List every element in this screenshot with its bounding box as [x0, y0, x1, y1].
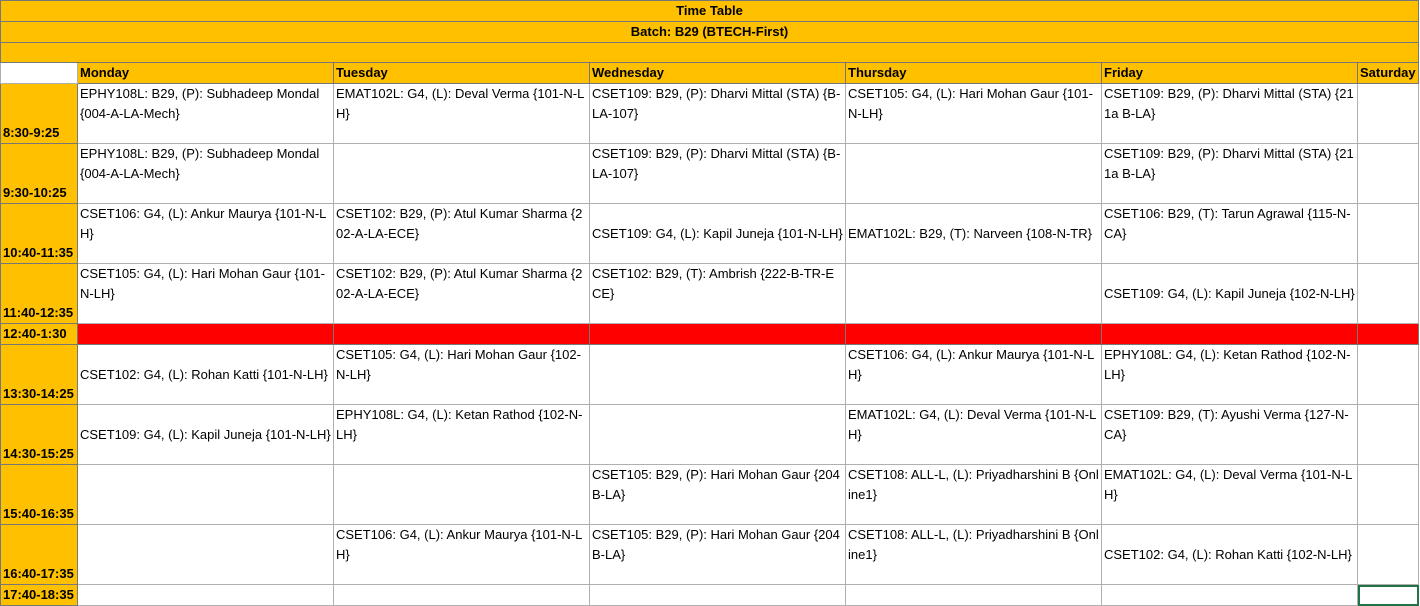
time-cell[interactable]: 9:30-10:25: [1, 144, 78, 204]
class-cell[interactable]: CSET109: B29, (P): Dharvi Mittal (STA) {B-LA-107}: [590, 84, 846, 144]
slot-row: [1, 465, 1419, 525]
lunch-break-cell[interactable]: [334, 324, 590, 345]
lunch-break-cell[interactable]: [1358, 324, 1419, 345]
class-cell[interactable]: CSET102: G4, (L): Rohan Katti {101-N-LH}: [78, 345, 334, 405]
class-cell[interactable]: CSET108: ALL-L, (L): Priyadharshini B {Online1}: [846, 525, 1102, 585]
class-cell[interactable]: CSET109: B29, (P): Dharvi Mittal (STA) {211a B-LA}: [1102, 84, 1358, 144]
slot-row: [1, 405, 1419, 465]
day-header[interactable]: Tuesday: [334, 63, 590, 84]
class-cell[interactable]: EMAT102L: G4, (L): Deval Verma {101-N-LH}: [846, 405, 1102, 465]
slot-row: [1, 144, 1419, 204]
class-cell[interactable]: [1358, 144, 1419, 204]
class-cell[interactable]: CSET109: B29, (P): Dharvi Mittal (STA) {211a B-LA}: [1102, 144, 1358, 204]
class-cell[interactable]: EMAT102L: G4, (L): Deval Verma {101-N-LH}: [1102, 465, 1358, 525]
last-slot-row: [1, 585, 1419, 606]
class-cell[interactable]: CSET102: B29, (P): Atul Kumar Sharma {202-A-LA-ECE}: [334, 264, 590, 324]
class-cell[interactable]: CSET105: G4, (L): Hari Mohan Gaur {101-N-LH}: [78, 264, 334, 324]
class-cell[interactable]: [590, 585, 846, 606]
time-cell[interactable]: 13:30-14:25: [1, 345, 78, 405]
lunch-break-cell[interactable]: [78, 324, 334, 345]
class-cell[interactable]: [590, 405, 846, 465]
class-cell[interactable]: [1102, 585, 1358, 606]
class-cell[interactable]: [334, 144, 590, 204]
class-cell[interactable]: [1358, 84, 1419, 144]
blank-header-row[interactable]: [1, 43, 1419, 63]
time-cell[interactable]: 10:40-11:35: [1, 204, 78, 264]
class-cell[interactable]: CSET105: G4, (L): Hari Mohan Gaur {101-N-LH}: [846, 84, 1102, 144]
class-cell[interactable]: CSET106: G4, (L): Ankur Maurya {101-N-LH}: [846, 345, 1102, 405]
time-cell[interactable]: 17:40-18:35: [1, 585, 78, 606]
class-cell[interactable]: CSET108: ALL-L, (L): Priyadharshini B {Online1}: [846, 465, 1102, 525]
corner-cell[interactable]: [1, 63, 78, 84]
time-cell[interactable]: 11:40-12:35: [1, 264, 78, 324]
class-cell[interactable]: [1358, 405, 1419, 465]
class-cell[interactable]: EMAT102L: B29, (T): Narveen {108-N-TR}: [846, 204, 1102, 264]
class-cell[interactable]: [846, 144, 1102, 204]
slot-row: [1, 264, 1419, 324]
class-cell[interactable]: [846, 264, 1102, 324]
day-header[interactable]: Wednesday: [590, 63, 846, 84]
time-cell[interactable]: 15:40-16:35: [1, 465, 78, 525]
class-cell[interactable]: [1358, 465, 1419, 525]
class-cell[interactable]: CSET102: B29, (T): Ambrish {222-B-TR-ECE}: [590, 264, 846, 324]
class-cell[interactable]: CSET109: B29, (T): Ayushi Verma {127-N-CA}: [1102, 405, 1358, 465]
class-cell[interactable]: [1358, 525, 1419, 585]
class-cell[interactable]: CSET102: B29, (P): Atul Kumar Sharma {202-A-LA-ECE}: [334, 204, 590, 264]
lunch-break-cell[interactable]: [846, 324, 1102, 345]
lunch-row: [1, 324, 1419, 345]
slot-row: [1, 204, 1419, 264]
class-cell[interactable]: [78, 525, 334, 585]
class-cell[interactable]: [1358, 204, 1419, 264]
day-header[interactable]: Monday: [78, 63, 334, 84]
class-cell[interactable]: CSET105: B29, (P): Hari Mohan Gaur {204 B-LA}: [590, 525, 846, 585]
slot-row: [1, 84, 1419, 144]
class-cell[interactable]: [78, 585, 334, 606]
time-cell[interactable]: 14:30-15:25: [1, 405, 78, 465]
class-cell[interactable]: [1358, 345, 1419, 405]
slot-row: [1, 345, 1419, 405]
time-cell[interactable]: 8:30-9:25: [1, 84, 78, 144]
day-header[interactable]: Friday: [1102, 63, 1358, 84]
batch-cell[interactable]: Batch: B29 (BTECH-First): [1, 22, 1419, 43]
day-header[interactable]: Saturday: [1358, 63, 1419, 84]
class-cell[interactable]: CSET106: B29, (T): Tarun Agrawal {115-N-CA}: [1102, 204, 1358, 264]
class-cell[interactable]: CSET109: G4, (L): Kapil Juneja {101-N-LH}: [590, 204, 846, 264]
class-cell[interactable]: CSET109: G4, (L): Kapil Juneja {102-N-LH}: [1102, 264, 1358, 324]
class-cell[interactable]: CSET109: B29, (P): Dharvi Mittal (STA) {B-LA-107}: [590, 144, 846, 204]
class-cell[interactable]: CSET105: B29, (P): Hari Mohan Gaur {204 B-LA}: [590, 465, 846, 525]
class-cell[interactable]: [334, 465, 590, 525]
class-cell[interactable]: EPHY108L: B29, (P): Subhadeep Mondal {004-A-LA-Mech}: [78, 84, 334, 144]
class-cell[interactable]: CSET105: G4, (L): Hari Mohan Gaur {102-N-LH}: [334, 345, 590, 405]
class-cell[interactable]: CSET106: G4, (L): Ankur Maurya {101-N-LH}: [334, 525, 590, 585]
class-cell[interactable]: [78, 465, 334, 525]
class-cell[interactable]: EPHY108L: B29, (P): Subhadeep Mondal {004-A-LA-Mech}: [78, 144, 334, 204]
lunch-break-cell[interactable]: [1102, 324, 1358, 345]
day-header[interactable]: Thursday: [846, 63, 1102, 84]
title-cell[interactable]: Time Table: [1, 1, 1419, 22]
slot-row: [1, 525, 1419, 585]
class-cell[interactable]: CSET109: G4, (L): Kapil Juneja {101-N-LH}: [78, 405, 334, 465]
class-cell[interactable]: [846, 585, 1102, 606]
class-cell[interactable]: [590, 345, 846, 405]
lunch-break-cell[interactable]: [590, 324, 846, 345]
class-cell[interactable]: EPHY108L: G4, (L): Ketan Rathod {102-N-LH}: [334, 405, 590, 465]
lunch-time-cell[interactable]: 12:40-1:30: [1, 324, 78, 345]
selected-cell[interactable]: [1358, 585, 1419, 606]
class-cell[interactable]: CSET106: G4, (L): Ankur Maurya {101-N-LH}: [78, 204, 334, 264]
class-cell[interactable]: [334, 585, 590, 606]
class-cell[interactable]: EMAT102L: G4, (L): Deval Verma {101-N-LH}: [334, 84, 590, 144]
time-cell[interactable]: 16:40-17:35: [1, 525, 78, 585]
class-cell[interactable]: [1358, 264, 1419, 324]
class-cell[interactable]: CSET102: G4, (L): Rohan Katti {102-N-LH}: [1102, 525, 1358, 585]
class-cell[interactable]: EPHY108L: G4, (L): Ketan Rathod {102-N-LH}: [1102, 345, 1358, 405]
